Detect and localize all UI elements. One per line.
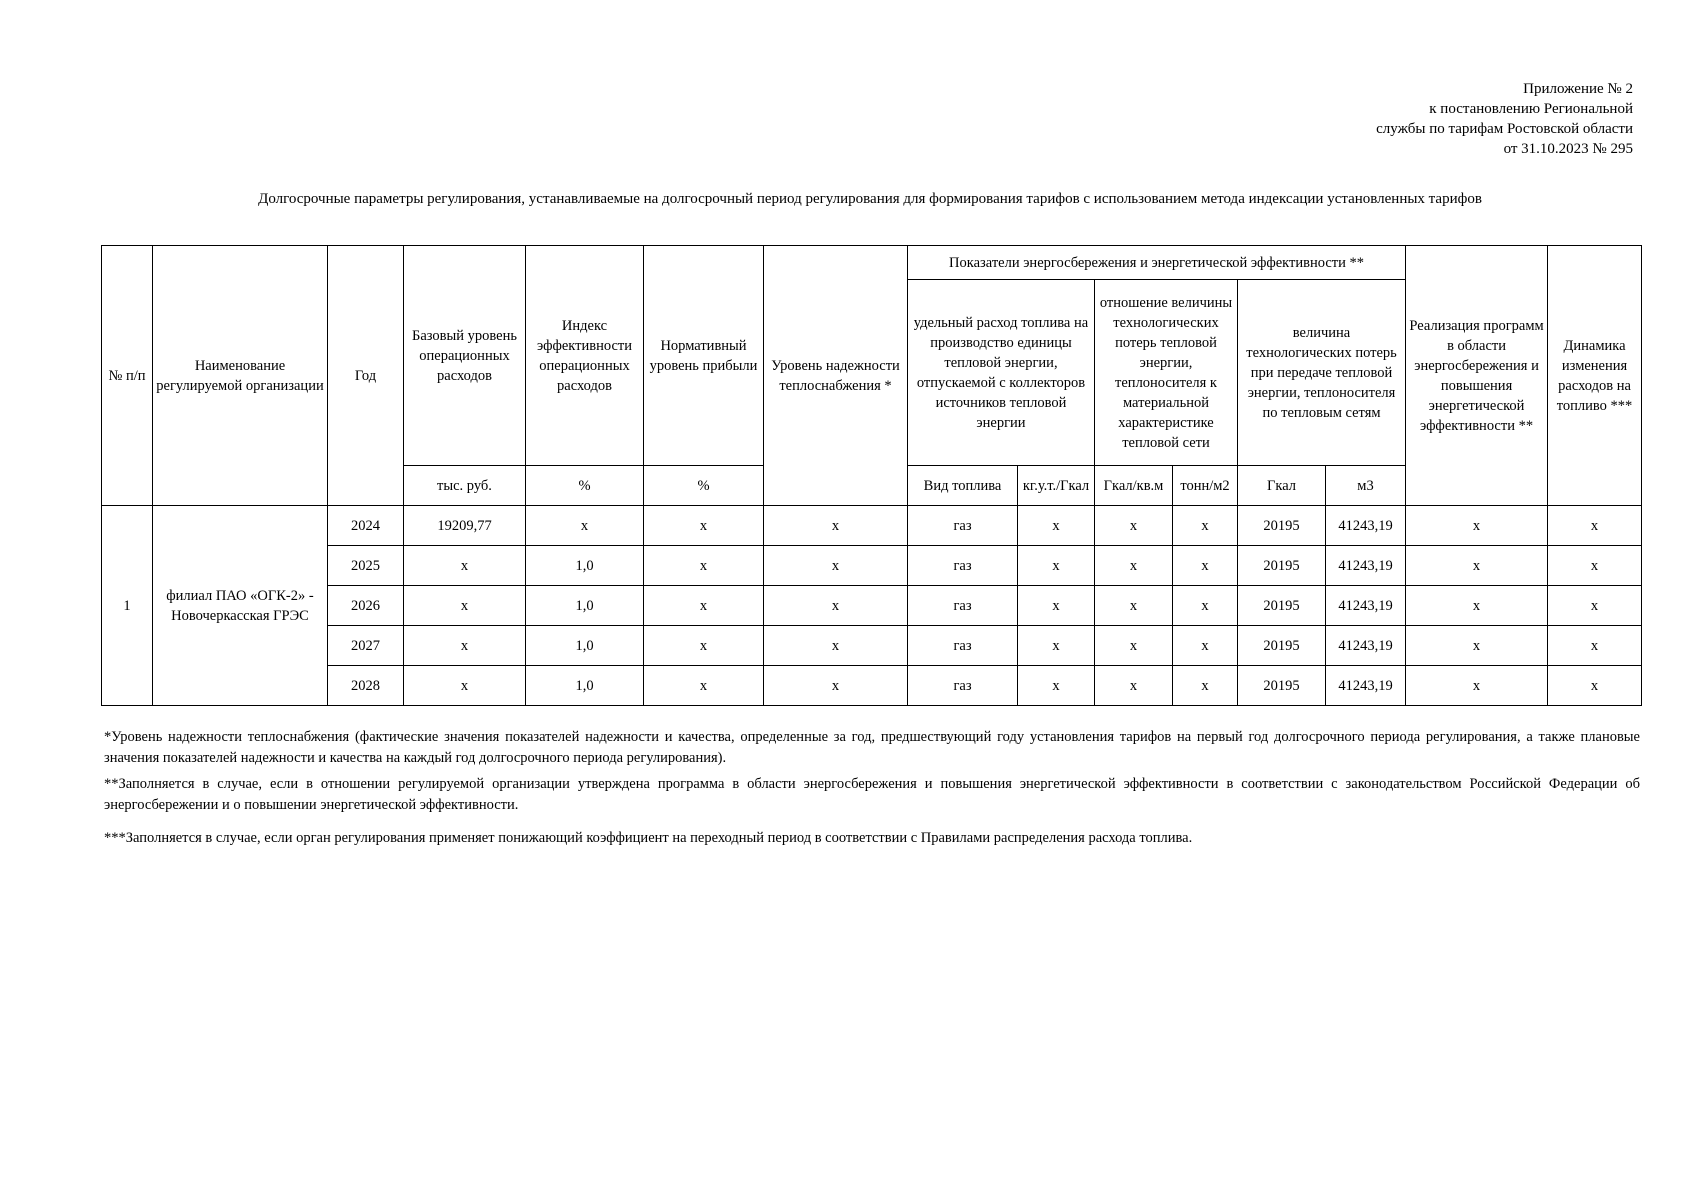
table-cell: х xyxy=(1095,666,1173,706)
table-row xyxy=(102,586,1642,626)
table-row xyxy=(102,666,1642,706)
appendix-line: к постановлению Региональной xyxy=(1429,101,1633,117)
table-cell: х xyxy=(1548,626,1642,666)
header-fuel-rate: удельный расход топлива на производство единицы тепловой энергии, отпускаемой с коллекторов источников тепловой энергии xyxy=(908,280,1095,466)
table-row xyxy=(102,546,1642,586)
unit-index: % xyxy=(526,466,644,506)
table-cell: газ xyxy=(908,666,1018,706)
header-org: Наименование регулируемой организации xyxy=(153,246,328,506)
table-cell: х xyxy=(1173,586,1238,626)
parameters-table xyxy=(101,245,1642,706)
table-cell: х xyxy=(1095,506,1173,546)
table-cell: х xyxy=(764,626,908,666)
table-cell: 2025 xyxy=(328,546,404,586)
table-cell: х xyxy=(764,546,908,586)
table-cell: 1,0 xyxy=(526,666,644,706)
table-cell: х xyxy=(1548,586,1642,626)
table-cell: х xyxy=(1173,666,1238,706)
org-name: филиал ПАО «ОГК-2» - Новочеркасская ГРЭС xyxy=(153,506,328,706)
appendix-line: службы по тарифам Ростовской области xyxy=(1376,121,1633,137)
header-num: № п/п xyxy=(102,246,153,506)
table-cell: х xyxy=(1406,546,1548,586)
table-cell: х xyxy=(1406,586,1548,626)
table-cell: х xyxy=(644,506,764,546)
footnote-reliability: *Уровень надежности теплоснабжения (фактические значения показателей надежности и качества, определенные за год, предшествующий году установления тарифов на первый год долгосрочного периода регулирования, а также плановые значения показателей надежности и качества на каждый год долгосрочного периода регулирования). xyxy=(104,729,1640,766)
table-cell: 20195 xyxy=(1238,666,1326,706)
unit-fuel-type: Вид топлива xyxy=(908,466,1018,506)
table-cell: х xyxy=(1548,666,1642,706)
header-dynamics: Динамика изменения расходов на топливо *** xyxy=(1548,246,1642,506)
table-cell: х xyxy=(764,666,908,706)
footnote-energy-program: **Заполняется в случае, если в отношении регулируемой организации утверждена программа в области энергосбережения и повышения энергетической эффективности в соответствии с законодательством Российской Федерации об энергосбережении и о повышении энергетической эффективности. xyxy=(104,776,1640,813)
unit-loss-m3: м3 xyxy=(1326,466,1406,506)
appendix-header xyxy=(1376,79,1633,159)
header-losses: величина технологических потерь при передаче тепловой энергии, теплоносителя по тепловым сетям xyxy=(1238,280,1406,466)
table-cell: х xyxy=(1173,546,1238,586)
table-cell: х xyxy=(1018,506,1095,546)
table-cell: х xyxy=(1018,586,1095,626)
table-cell: х xyxy=(1018,666,1095,706)
header-reliability: Уровень надежности теплоснабжения * xyxy=(764,246,908,506)
table-cell: 2027 xyxy=(328,626,404,666)
table-cell: х xyxy=(1173,506,1238,546)
appendix-line: от 31.10.2023 № 295 xyxy=(1503,141,1633,157)
header-energy-group: Показатели энергосбережения и энергетической эффективности ** xyxy=(908,246,1406,280)
footnotes xyxy=(104,727,1640,854)
table-row xyxy=(102,626,1642,666)
table-cell: 20195 xyxy=(1238,626,1326,666)
table-cell: 41243,19 xyxy=(1326,506,1406,546)
table-cell: х xyxy=(1095,586,1173,626)
org-number: 1 xyxy=(102,506,153,706)
header-year: Год xyxy=(328,246,404,506)
unit-base: тыс. руб. xyxy=(404,466,526,506)
table-cell: х xyxy=(404,546,526,586)
table-cell: х xyxy=(1095,546,1173,586)
appendix-line: Приложение № 2 xyxy=(1523,81,1633,97)
table-cell: х xyxy=(404,586,526,626)
table-cell: 20195 xyxy=(1238,546,1326,586)
table-cell: х xyxy=(1406,506,1548,546)
table-cell: х xyxy=(764,586,908,626)
table-row xyxy=(102,506,1642,546)
table-cell: 1,0 xyxy=(526,586,644,626)
table-cell: х xyxy=(644,666,764,706)
table-cell: газ xyxy=(908,586,1018,626)
table-cell: 2026 xyxy=(328,586,404,626)
table-cell: х xyxy=(1406,666,1548,706)
footnote-fuel-dynamics: ***Заполняется в случае, если орган регулирования применяет понижающий коэффициент на переходный период в соответствии с Правилами распределения расхода топлива. xyxy=(104,830,1193,846)
table-cell: х xyxy=(526,506,644,546)
unit-ratio-gcal: Гкал/кв.м xyxy=(1095,466,1173,506)
header-programs: Реализация программ в области энергосбережения и повышения энергетической эффективности ** xyxy=(1406,246,1548,506)
table-cell: х xyxy=(1095,626,1173,666)
table-cell: х xyxy=(1406,626,1548,666)
unit-loss-gcal: Гкал xyxy=(1238,466,1326,506)
table-cell: 20195 xyxy=(1238,586,1326,626)
table-cell: газ xyxy=(908,626,1018,666)
table-cell: х xyxy=(1173,626,1238,666)
table-cell: х xyxy=(1548,546,1642,586)
table-cell: газ xyxy=(908,546,1018,586)
table-cell: 41243,19 xyxy=(1326,626,1406,666)
header-ratio: отношение величины технологических потерь тепловой энергии, теплоносителя к материальной характеристике тепловой сети xyxy=(1095,280,1238,466)
document-title: Долгосрочные параметры регулирования, устанавливаемые на долгосрочный период регулирования для формирования тарифов с использованием метода индексации установленных тарифов xyxy=(258,191,1482,207)
table-cell: х xyxy=(404,626,526,666)
unit-fuel: кг.у.т./Гкал xyxy=(1018,466,1095,506)
table-cell: 19209,77 xyxy=(404,506,526,546)
table-cell: х xyxy=(644,626,764,666)
table-cell: 41243,19 xyxy=(1326,666,1406,706)
table-cell: х xyxy=(644,546,764,586)
table-cell: х xyxy=(1018,626,1095,666)
table-cell: 1,0 xyxy=(526,546,644,586)
header-profit: Нормативный уровень прибыли xyxy=(644,246,764,466)
table-cell: 1,0 xyxy=(526,626,644,666)
table-cell: 41243,19 xyxy=(1326,586,1406,626)
table-cell: х xyxy=(1018,546,1095,586)
table-cell: х xyxy=(1548,506,1642,546)
table-cell: х xyxy=(644,586,764,626)
table-cell: 2024 xyxy=(328,506,404,546)
header-base: Базовый уровень операционных расходов xyxy=(404,246,526,466)
unit-ratio-ton: тонн/м2 xyxy=(1173,466,1238,506)
table-cell: 20195 xyxy=(1238,506,1326,546)
table-cell: 41243,19 xyxy=(1326,546,1406,586)
table-cell: газ xyxy=(908,506,1018,546)
table-cell: 2028 xyxy=(328,666,404,706)
unit-profit: % xyxy=(644,466,764,506)
table-cell: х xyxy=(404,666,526,706)
table-cell: х xyxy=(764,506,908,546)
header-index: Индекс эффективности операционных расходов xyxy=(526,246,644,466)
